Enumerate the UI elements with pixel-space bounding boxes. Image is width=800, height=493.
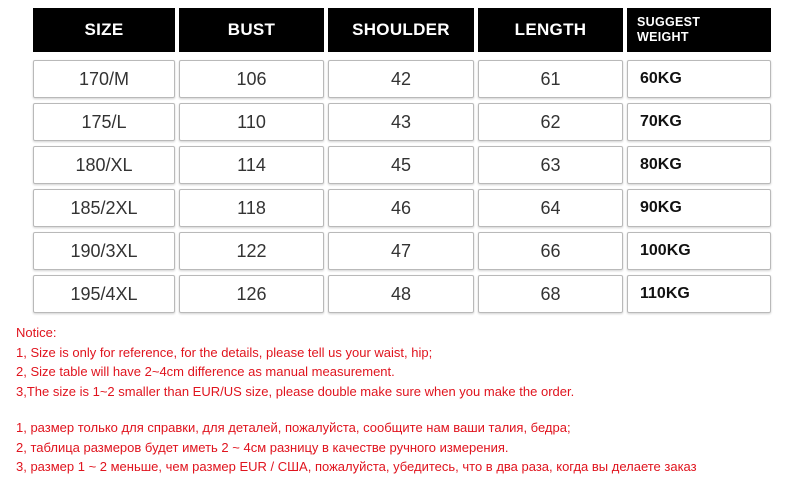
notice-line-en-1: 1, Size is only for reference, for the details, please tell us your waist, hip; <box>16 344 433 360</box>
notice-line-ru-3: 3, размер 1 ~ 2 меньше, чем размер EUR / США, пожалуйста, убедитесь, что в два раза, когда вы делаете заказ <box>16 459 697 474</box>
shoulder-cell: 45 <box>328 146 474 184</box>
header-bust: BUST <box>179 8 324 52</box>
header-size: SIZE <box>33 8 175 52</box>
notice-line-ru-2: 2, таблица размеров будет иметь 2 ~ 4см разницу в качестве ручного измерения. <box>16 439 509 455</box>
length-cell: 64 <box>478 189 623 227</box>
weight-cell: 100KG <box>627 232 771 270</box>
shoulder-cell: 47 <box>328 232 474 270</box>
size-cell: 185/2XL <box>33 189 175 227</box>
length-cell: 66 <box>478 232 623 270</box>
notice-line-ru-1: 1, размер только для справки, для деталей, пожалуйста, сообщите нам ваши талия, бедра; <box>16 420 571 435</box>
header-shoulder: SHOULDER <box>328 8 474 52</box>
length-cell: 68 <box>478 275 623 313</box>
bust-cell: 106 <box>179 60 324 98</box>
size-cell: 170/M <box>33 60 175 98</box>
notice-line-en-3: 3,The size is 1~2 smaller than EUR/US size, please double make sure when you make the order. <box>16 383 575 399</box>
shoulder-cell: 42 <box>328 60 474 98</box>
size-cell: 175/L <box>33 103 175 141</box>
notice-title: Notice: <box>16 325 57 340</box>
header-weight-label: WEIGHT <box>637 30 689 44</box>
size-cell: 180/XL <box>33 146 175 184</box>
weight-cell: 80KG <box>627 146 771 184</box>
weight-cell: 60KG <box>627 60 771 98</box>
size-chart-table <box>33 8 771 313</box>
length-cell: 63 <box>478 146 623 184</box>
size-cell: 190/3XL <box>33 232 175 270</box>
weight-cell: 110KG <box>627 275 771 313</box>
bust-cell: 114 <box>179 146 324 184</box>
weight-cell: 90KG <box>627 189 771 227</box>
notice-spacer <box>16 401 800 418</box>
header-suggest-label: SUGGEST <box>637 15 701 29</box>
notice-line-en-2: 2, Size table will have 2~4cm difference as manual measurement. <box>16 364 395 379</box>
shoulder-cell: 48 <box>328 275 474 313</box>
weight-cell: 70KG <box>627 103 771 141</box>
length-cell: 62 <box>478 103 623 141</box>
notice-block <box>16 323 800 477</box>
shoulder-cell: 46 <box>328 189 474 227</box>
header-length: LENGTH <box>478 8 623 52</box>
shoulder-cell: 43 <box>328 103 474 141</box>
bust-cell: 110 <box>179 103 324 141</box>
bust-cell: 118 <box>179 189 324 227</box>
size-cell: 195/4XL <box>33 275 175 313</box>
bust-cell: 126 <box>179 275 324 313</box>
length-cell: 61 <box>478 60 623 98</box>
bust-cell: 122 <box>179 232 324 270</box>
header-suggest-weight <box>627 8 771 52</box>
